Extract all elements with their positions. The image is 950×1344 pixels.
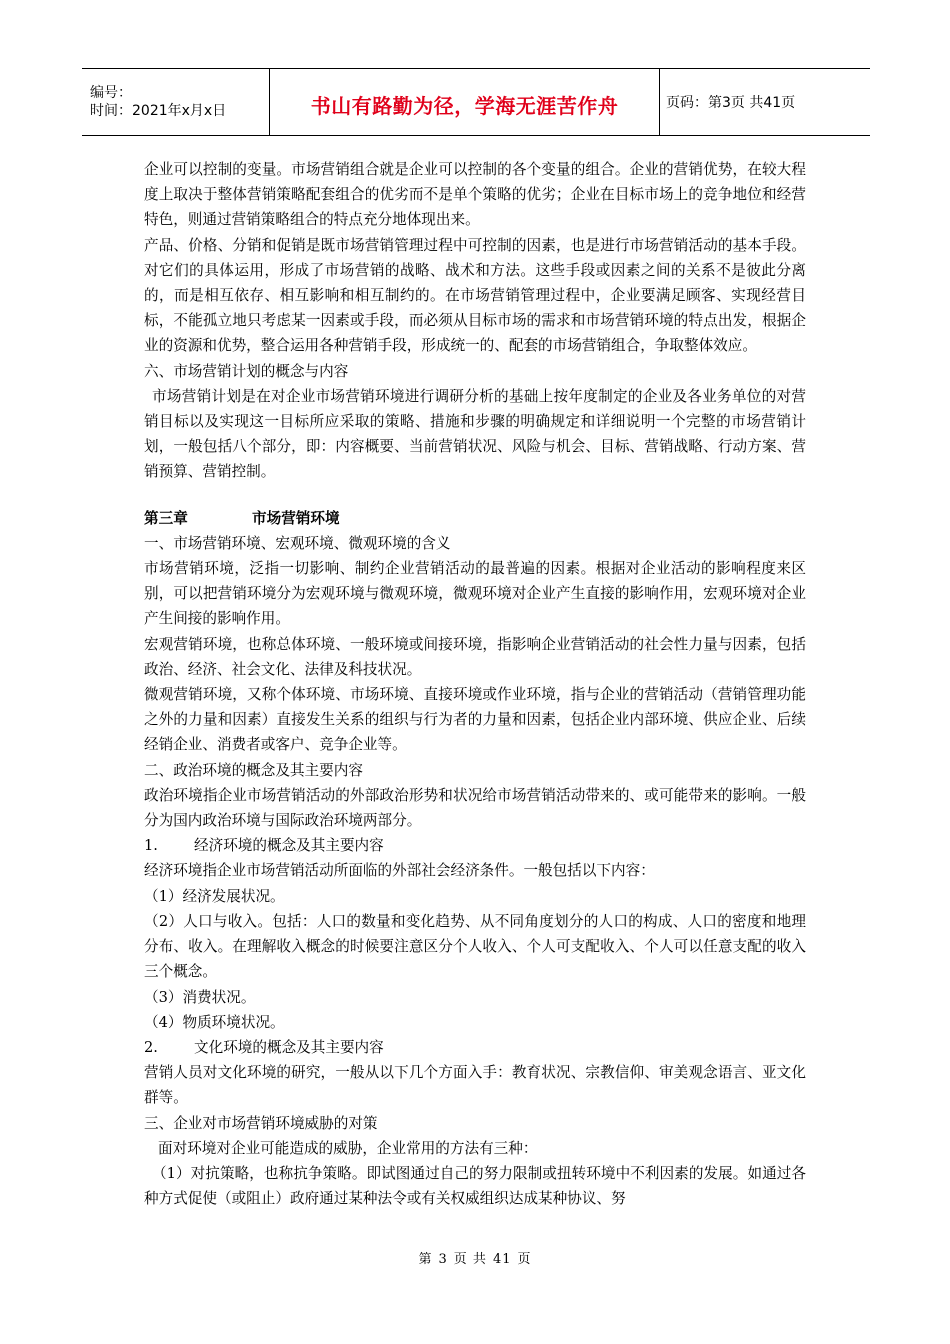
paragraph: 营销人员对文化环境的研究，一般从以下几个方面入手：教育状况、宗教信仰、审美观念语言、亚文化群等。: [144, 1064, 806, 1107]
numbered-heading: [144, 1035, 806, 1060]
chapter-heading: [144, 506, 806, 531]
paragraph: 微观营销环境，又称个体环境、市场环境、直接环境或作业环境，指与企业的营销活动（营销管理功能之外的力量和因素）直接发生关系的组织与行为者的力量和因素，包括企业内部环境、供应企业、后续经销企业、消费者或客户、竞争企业等。: [144, 686, 806, 754]
list-item: （2）人口与收入。包括：人口的数量和变化趋势、从不同角度划分的人口的构成、人口的密度和地理分布、收入。在理解收入概念的时候要注意区分个人收入、个人可支配收入、个人可以任意支配的收入三个概念。: [144, 912, 806, 981]
number-label: 编号：: [90, 85, 132, 101]
numbered-heading: [144, 833, 806, 858]
chapter-number: 第三章: [144, 509, 188, 527]
section-heading: 一、市场营销环境、宏观环境、微观环境的含义: [144, 534, 451, 552]
paragraph: 宏观营销环境，也称总体环境、一般环境或间接环境，指影响企业营销活动的社会性力量与因素，包括政治、经济、社会文化、法律及科技状况。: [144, 635, 806, 678]
paragraph: 政治环境指企业市场营销活动的外部政治形势和状况给市场营销活动带来的、或可能带来的影响。一般分为国内政治环境与国际政治环境两部分。: [144, 786, 806, 830]
heading-number: 1.: [144, 837, 158, 855]
motto: 书山有路勤为径，学海无涯苦作舟: [310, 93, 619, 118]
document-body: [144, 157, 806, 1211]
list-item: （1）经济发展状况。: [144, 887, 285, 905]
page-footer: [0, 1248, 950, 1267]
footer-middle: 页 共: [453, 1252, 487, 1267]
paragraph: 产品、价格、分销和促销是既市场营销管理过程中可控制的因素，也是进行市场营销活动的基本手段。对它们的具体运用，形成了市场营销的战略、战术和方法。这些手段或因素之间的关系不是彼此分离的，而是相互依存、相互影响和相互制约的。在市场营销管理过程中，企业要满足顾客、实现经营目标，不能孤立地只考虑某一因素或手段，而必须从目标市场的需求和市场营销环境的特点出发，根据企业的资源和优势，整合运用各种营销手段，形成统一的、配套的市场营销组合，争取整体效应。: [144, 236, 806, 355]
paragraph: 面对环境对企业可能造成的威胁，企业常用的方法有三种：: [158, 1139, 538, 1157]
paragraph: 市场营销环境，泛指一切影响、制约企业营销活动的最普遍的因素。根据对企业活动的影响程度来区别，可以把营销环境分为宏观环境与微观环境，微观环境对企业产生直接的影响作用，宏观环境对企业产生间接的影响作用。: [144, 560, 806, 628]
section-heading: 二、政治环境的概念及其主要内容: [144, 761, 363, 779]
footer-total-pages: 41: [492, 1252, 512, 1267]
page-header: [82, 68, 870, 136]
paragraph: 市场营销计划是在对企业市场营销环境进行调研分析的基础上按年度制定的企业及各业务单位的对营销目标以及实现这一目标所应采取的策略、措施和步骤的明确规定和详细说明一个完整的市场营销计划，一般包括八个部分，即：内容概要、当前营销状况、风险与机会、目标、营销战略、行动方案、营销预算、营销控制。: [144, 387, 806, 481]
heading-number: 2.: [144, 1038, 158, 1056]
header-motto-cell: [270, 69, 660, 135]
paragraph: 企业可以控制的变量。市场营销组合就是企业可以控制的各个变量的组合。企业的营销优势，在较大程度上取决于整体营销策略配套组合的优劣而不是单个策略的优劣；企业在目标市场上的竞争地位和经营特色，则通过营销策略组合的特点充分地体现出来。: [144, 161, 806, 229]
date-label: 时间：2021年x月x日: [90, 103, 227, 119]
paragraph: 经济环境指企业市场营销活动所面临的外部社会经济条件。一般包括以下内容：: [144, 862, 655, 880]
spacer: [144, 485, 806, 506]
chapter-title: 市场营销环境: [252, 509, 340, 527]
paragraph: （1）对抗策略，也称抗争策略。即试图通过自己的努力限制或扭转环境中不利因素的发展。如通过各种方式促使（或阻止）政府通过某种法令或有关权威组织达成某种协议、努: [144, 1164, 806, 1208]
section-heading: 三、企业对市场营销环境威胁的对策: [144, 1114, 378, 1132]
header-meta: [82, 69, 270, 135]
footer-prefix: 第: [418, 1252, 433, 1267]
page-info: 页码：第3页 共41页: [666, 95, 796, 111]
heading-text: 文化环境的概念及其主要内容: [194, 1038, 384, 1056]
header-page-info-cell: [660, 69, 870, 135]
section-heading: 六、市场营销计划的概念与内容: [144, 362, 349, 380]
list-item: （4）物质环境状况。: [144, 1013, 285, 1031]
footer-suffix: 页: [517, 1252, 532, 1267]
heading-text: 经济环境的概念及其主要内容: [194, 837, 384, 855]
footer-page-number: 3: [438, 1252, 448, 1267]
list-item: （3）消费状况。: [144, 988, 256, 1006]
